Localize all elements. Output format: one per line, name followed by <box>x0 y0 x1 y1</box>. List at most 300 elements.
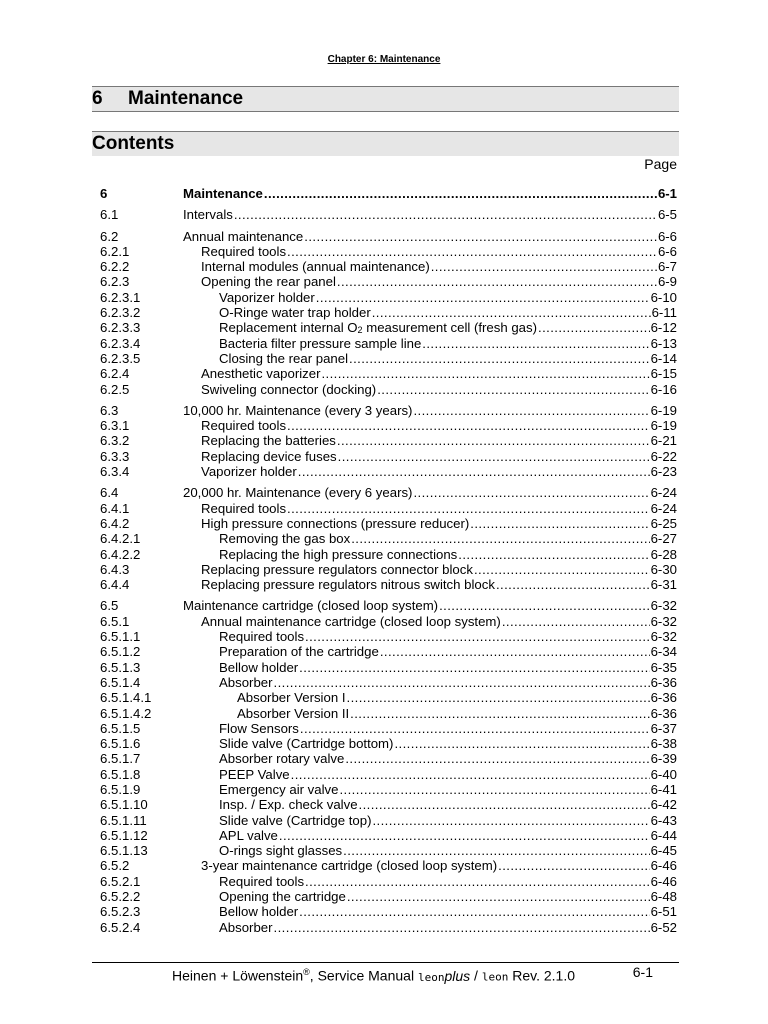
toc-number: 6.5.1.4.1 <box>100 690 152 706</box>
toc-page-number: 6-36 <box>650 674 677 690</box>
toc-page-number: 6-23 <box>650 464 677 480</box>
toc-number: 6.3.1 <box>100 418 130 434</box>
toc-dot-leader <box>291 767 650 782</box>
toc-row <box>100 736 677 751</box>
footer-manual-label: , Service Manual <box>309 967 418 984</box>
toc-row <box>100 614 677 629</box>
toc-page-number: 6-16 <box>650 381 677 397</box>
toc-dot-leader <box>300 721 650 736</box>
toc-number: 6.3.2 <box>100 433 130 449</box>
page-column-label: Page <box>644 156 677 172</box>
toc-row <box>100 547 677 562</box>
toc-page-number: 6-5 <box>657 207 677 223</box>
toc-page-number: 6-41 <box>650 781 677 797</box>
toc-page-number: 6-7 <box>657 259 677 275</box>
toc-dot-leader <box>321 366 649 381</box>
toc-number: 6.5.2 <box>100 858 130 874</box>
chapter-title: Maintenance <box>128 88 244 109</box>
toc-title: O-rings sight glasses <box>219 843 343 859</box>
toc-row <box>100 449 677 464</box>
toc-dot-leader <box>474 562 650 577</box>
toc-title: Absorber <box>219 674 273 690</box>
toc-page-number: 6-24 <box>650 485 677 501</box>
toc-page-number: 6-40 <box>650 766 677 782</box>
toc-title: Preparation of the cartridge <box>219 644 379 660</box>
toc-number: 6.2.3.2 <box>100 305 141 321</box>
toc-entry <box>201 858 677 873</box>
toc-number: 6.2.3.1 <box>100 289 141 305</box>
toc-row <box>100 660 677 675</box>
toc-row <box>100 598 677 613</box>
toc-page-number: 6-34 <box>650 644 677 660</box>
toc-row <box>100 382 677 397</box>
toc-page-number: 6-35 <box>650 659 677 675</box>
toc-page-number: 6-48 <box>650 889 677 905</box>
toc-dot-leader <box>337 274 657 289</box>
toc-entry <box>183 186 677 201</box>
toc-row <box>100 501 677 516</box>
toc-number: 6.5.1.9 <box>100 781 141 797</box>
toc-title: Closing the rear panel <box>219 350 349 366</box>
toc-dot-leader <box>287 418 650 433</box>
toc-page-number: 6-14 <box>650 350 677 366</box>
toc-entry <box>219 290 677 305</box>
toc-dot-leader <box>279 828 650 843</box>
toc-row <box>100 433 677 448</box>
toc-row <box>100 320 677 335</box>
toc-dot-leader <box>350 706 649 721</box>
toc-row <box>100 531 677 546</box>
toc-number: 6 <box>100 186 108 201</box>
toc-number: 6.2.4 <box>100 366 130 382</box>
toc-entry <box>219 782 677 797</box>
toc-title: Required tools <box>201 243 287 259</box>
toc-row <box>100 858 677 873</box>
toc-title: APL valve <box>219 827 278 843</box>
chapter-number: 6 <box>92 88 103 109</box>
toc-row <box>100 577 677 592</box>
toc-page-number: 6-30 <box>650 561 677 577</box>
running-head: Chapter 6: Maintenance <box>327 54 441 65</box>
toc-page-number: 6-22 <box>650 448 677 464</box>
toc-row <box>100 644 677 659</box>
footer-page-number: 6-1 <box>632 964 653 980</box>
toc-page-number: 6-28 <box>650 546 677 562</box>
toc-title: Anesthetic vaporizer <box>201 366 321 382</box>
toc-entry <box>183 403 677 418</box>
toc-dot-leader <box>431 259 657 274</box>
footer-publisher <box>172 963 575 987</box>
toc-row <box>100 920 677 935</box>
toc-number: 6.4.3 <box>100 561 130 577</box>
toc-entry <box>219 920 677 935</box>
toc-number: 6.2.1 <box>100 243 130 259</box>
toc-title: Replacing pressure regulators nitrous switch block <box>201 577 495 593</box>
toc-number: 6.5.1.13 <box>100 843 148 859</box>
toc-row <box>100 485 677 500</box>
footer-separator: / <box>470 967 482 984</box>
toc-page-number: 6-38 <box>650 736 677 752</box>
table-of-contents <box>100 186 677 935</box>
toc-number: 6.4.4 <box>100 577 130 593</box>
toc-title: Removing the gas box <box>219 531 351 547</box>
toc-title: Annual maintenance <box>183 228 304 244</box>
toc-number: 6.5.1.8 <box>100 766 141 782</box>
toc-title: Vaporizer holder <box>201 464 297 480</box>
toc-number: 6.5.2.4 <box>100 919 141 935</box>
toc-dot-leader <box>394 736 649 751</box>
toc-entry <box>219 305 677 320</box>
toc-title: Swiveling connector (docking) <box>201 381 377 397</box>
toc-page-number: 6-36 <box>650 690 677 706</box>
toc-entry <box>219 629 677 644</box>
toc-entry <box>183 229 677 244</box>
contents-heading: Contents <box>92 131 679 156</box>
toc-title: Bacteria filter pressure sample line <box>219 335 422 351</box>
toc-title: Replacing pressure regulators connector block <box>201 561 473 577</box>
toc-number: 6.5.1.2 <box>100 644 141 660</box>
toc-row <box>100 562 677 577</box>
toc-row <box>100 813 677 828</box>
toc-title: Absorber Version II <box>237 705 350 721</box>
toc-title: 10,000 hr. Maintenance (every 3 years) <box>183 402 413 418</box>
toc-dot-leader <box>439 598 650 613</box>
toc-title-part: measurement cell (fresh gas) <box>362 320 537 336</box>
toc-dot-leader <box>413 403 649 418</box>
toc-number: 6.2 <box>100 228 119 244</box>
toc-row <box>100 889 677 904</box>
toc-entry <box>183 598 677 613</box>
toc-entry <box>219 767 677 782</box>
toc-title: 20,000 hr. Maintenance (every 6 years) <box>183 485 413 501</box>
toc-entry <box>201 577 677 592</box>
toc-page-number: 6-45 <box>650 843 677 859</box>
toc-entry <box>219 813 677 828</box>
toc-page-number: 6-32 <box>650 629 677 645</box>
toc-dot-leader <box>413 485 649 500</box>
toc-entry <box>201 614 677 629</box>
toc-row <box>100 721 677 736</box>
toc-entry <box>219 351 677 366</box>
toc-number: 6.5.1.3 <box>100 659 141 675</box>
toc-row <box>100 351 677 366</box>
toc-page-number: 6-13 <box>650 335 677 351</box>
toc-number: 6.4.2.1 <box>100 531 141 547</box>
toc-page-number: 6-52 <box>650 919 677 935</box>
toc-dot-leader <box>538 320 650 335</box>
footer-product-b: leon <box>481 970 509 984</box>
toc-title: Absorber rotary valve <box>219 751 345 767</box>
toc-title: Replacing device fuses <box>201 448 337 464</box>
toc-row <box>100 464 677 479</box>
toc-title: Opening the cartridge <box>219 889 346 905</box>
toc-row <box>100 403 677 418</box>
toc-page-number: 6-39 <box>650 751 677 767</box>
toc-entry <box>201 449 677 464</box>
toc-row <box>100 207 677 222</box>
toc-entry <box>219 843 677 858</box>
toc-dot-leader <box>234 207 657 222</box>
toc-title: Required tools <box>201 500 287 516</box>
toc-number: 6.5.1 <box>100 613 130 629</box>
toc-dot-leader <box>349 351 650 366</box>
toc-title: Maintenance <box>183 186 263 201</box>
toc-number: 6.2.3.5 <box>100 350 141 366</box>
toc-dot-leader <box>343 843 649 858</box>
toc-number: 6.2.3.3 <box>100 320 141 336</box>
toc-title: Internal modules (annual maintenance) <box>201 259 430 275</box>
toc-dot-leader <box>347 690 650 705</box>
toc-title: Vaporizer holder <box>219 289 315 305</box>
toc-page-number: 6-31 <box>650 577 677 593</box>
toc-title: 3-year maintenance cartridge (closed loop system) <box>201 858 498 874</box>
toc-entry <box>219 660 677 675</box>
toc-entry <box>237 690 677 705</box>
toc-dot-leader <box>287 244 657 259</box>
toc-dot-leader <box>337 433 650 448</box>
toc-title: Opening the rear panel <box>201 274 336 290</box>
toc-title: Replacing the high pressure connections <box>219 546 458 562</box>
toc-page-number: 6-46 <box>650 858 677 874</box>
toc-number: 6.5 <box>100 598 119 614</box>
toc-number: 6.4.1 <box>100 500 130 516</box>
toc-entry <box>201 366 677 381</box>
toc-number: 6.4.2.2 <box>100 546 141 562</box>
toc-number: 6.2.3.4 <box>100 335 141 351</box>
toc-page-number: 6-51 <box>650 904 677 920</box>
toc-title: Absorber <box>219 919 273 935</box>
toc-page-number: 6-21 <box>650 433 677 449</box>
toc-row <box>100 629 677 644</box>
toc-page-number: 6-32 <box>650 613 677 629</box>
toc-dot-leader <box>458 547 649 562</box>
toc-page-number: 6-24 <box>650 500 677 516</box>
toc-dot-leader <box>351 531 649 546</box>
toc-title: O-Ringe water trap holder <box>219 305 371 321</box>
toc-dot-leader <box>372 305 651 320</box>
toc-number: 6.2.3 <box>100 274 130 290</box>
toc-entry <box>201 433 677 448</box>
toc-page-number: 6-25 <box>650 515 677 531</box>
toc-row <box>100 516 677 531</box>
toc-title: PEEP Valve <box>219 766 290 782</box>
toc-number: 6.5.1.6 <box>100 736 141 752</box>
toc-entry <box>219 336 677 351</box>
toc-title: Flow Sensors <box>219 720 299 736</box>
toc-entry <box>219 751 677 766</box>
toc-title: Required tools <box>201 418 287 434</box>
toc-row <box>100 259 677 274</box>
toc-title: Intervals <box>183 207 233 223</box>
toc-number: 6.3 <box>100 402 119 418</box>
toc-entry <box>201 418 677 433</box>
toc-number: 6.5.1.4.2 <box>100 705 152 721</box>
toc-entry <box>219 874 677 889</box>
footer-revision: Rev. 2.1.0 <box>508 967 575 984</box>
toc-dot-leader <box>347 889 650 904</box>
toc-row <box>100 186 677 201</box>
toc-dot-leader <box>299 904 649 919</box>
toc-title: Maintenance cartridge (closed loop system) <box>183 598 439 614</box>
toc-row <box>100 843 677 858</box>
toc-row <box>100 767 677 782</box>
toc-dot-leader <box>502 614 650 629</box>
toc-title: Insp. / Exp. check valve <box>219 797 358 813</box>
toc-title: Emergency air valve <box>219 781 339 797</box>
toc-row <box>100 244 677 259</box>
toc-title-part: Replacement internal O <box>219 320 358 336</box>
toc-page-number: 6-36 <box>650 705 677 721</box>
toc-row <box>100 366 677 381</box>
toc-entry <box>201 274 677 289</box>
toc-row <box>100 305 677 320</box>
toc-number: 6.5.1.12 <box>100 827 148 843</box>
toc-page-number: 6-9 <box>657 274 677 290</box>
toc-title: Replacing the batteries <box>201 433 336 449</box>
toc-entry <box>219 736 677 751</box>
toc-title: Required tools <box>219 629 305 645</box>
toc-page-number: 6-37 <box>650 720 677 736</box>
toc-number: 6.5.2.2 <box>100 889 141 905</box>
toc-page-number: 6-6 <box>657 228 677 244</box>
toc-title-subscript: 2 <box>357 325 363 336</box>
toc-dot-leader <box>470 516 649 531</box>
toc-row <box>100 336 677 351</box>
toc-page-number: 6-11 <box>651 305 677 321</box>
toc-entry <box>183 485 677 500</box>
toc-dot-leader <box>339 782 649 797</box>
toc-page-number: 6-19 <box>650 418 677 434</box>
toc-entry <box>201 516 677 531</box>
toc-page-number: 6-15 <box>650 366 677 382</box>
toc-entry <box>201 464 677 479</box>
toc-row <box>100 274 677 289</box>
toc-dot-leader <box>298 464 650 479</box>
toc-row <box>100 418 677 433</box>
toc-page-number: 6-10 <box>650 289 677 305</box>
toc-dot-leader <box>372 813 649 828</box>
toc-entry <box>219 828 677 843</box>
toc-entry <box>219 547 677 562</box>
toc-number: 6.4.2 <box>100 515 130 531</box>
toc-page-number: 6-46 <box>650 873 677 889</box>
toc-dot-leader <box>338 449 650 464</box>
toc-dot-leader <box>316 290 650 305</box>
toc-number: 6.2.2 <box>100 259 130 275</box>
toc-row <box>100 675 677 690</box>
footer-product-a <box>417 967 471 984</box>
registered-mark: ® <box>303 967 310 977</box>
toc-entry <box>219 721 677 736</box>
toc-title: Absorber Version I <box>237 690 346 706</box>
toc-dot-leader <box>304 229 657 244</box>
toc-entry <box>183 207 677 222</box>
toc-page-number: 6-19 <box>650 402 677 418</box>
toc-entry <box>219 889 677 904</box>
toc-number: 6.5.1.4 <box>100 674 141 690</box>
toc-page-number: 6-44 <box>650 827 677 843</box>
toc-number: 6.2.5 <box>100 381 130 397</box>
toc-row <box>100 904 677 919</box>
toc-number: 6.3.4 <box>100 464 130 480</box>
toc-page-number: 6-32 <box>650 598 677 614</box>
toc-number: 6.3.3 <box>100 448 130 464</box>
toc-entry <box>219 675 677 690</box>
toc-number: 6.5.1.10 <box>100 797 148 813</box>
toc-entry <box>201 382 677 397</box>
toc-entry <box>219 531 677 546</box>
toc-title: High pressure connections (pressure reducer) <box>201 515 470 531</box>
page-footer <box>92 963 679 984</box>
toc-row <box>100 782 677 797</box>
toc-title: Bellow holder <box>219 904 299 920</box>
toc-entry <box>201 562 677 577</box>
toc-number: 6.4 <box>100 485 119 501</box>
toc-dot-leader <box>496 577 650 592</box>
toc-number: 6.5.1.5 <box>100 720 141 736</box>
chapter-heading <box>92 86 679 112</box>
toc-number: 6.5.1.11 <box>100 812 147 828</box>
toc-dot-leader <box>299 660 649 675</box>
toc-entry <box>219 904 677 919</box>
toc-row <box>100 690 677 705</box>
product-a-suffix: plus <box>444 967 471 984</box>
toc-dot-leader <box>287 501 650 516</box>
toc-number: 6.5.2.3 <box>100 904 141 920</box>
toc-row <box>100 751 677 766</box>
toc-title: Slide valve (Cartridge bottom) <box>219 736 394 752</box>
toc-dot-leader <box>274 675 650 690</box>
toc-dot-leader <box>380 644 650 659</box>
toc-dot-leader <box>359 797 650 812</box>
product-a-prefix: leon <box>417 970 445 984</box>
toc-page-number: 6-43 <box>650 812 677 828</box>
toc-number: 6.5.1.1 <box>100 629 141 645</box>
toc-row <box>100 290 677 305</box>
toc-dot-leader <box>305 629 650 644</box>
toc-number: 6.5.2.1 <box>100 873 141 889</box>
footer-manufacturer: Heinen + Löwenstein <box>172 967 304 984</box>
toc-dot-leader <box>422 336 649 351</box>
toc-page-number: 6-27 <box>650 531 677 547</box>
toc-page-number: 6-6 <box>657 243 677 259</box>
toc-dot-leader <box>274 920 650 935</box>
toc-title: Bellow holder <box>219 659 299 675</box>
toc-page-number: 6-1 <box>657 186 677 201</box>
toc-row <box>100 229 677 244</box>
toc-page-number: 6-12 <box>650 320 677 336</box>
toc-dot-leader <box>264 186 657 201</box>
toc-dot-leader <box>345 751 649 766</box>
toc-entry <box>219 644 677 659</box>
toc-dot-leader <box>305 874 650 889</box>
toc-row <box>100 706 677 721</box>
toc-row <box>100 797 677 812</box>
toc-title: Annual maintenance cartridge (closed loop system) <box>201 613 501 629</box>
toc-title: Slide valve (Cartridge top) <box>219 812 372 828</box>
toc-entry <box>219 797 677 812</box>
toc-title: Required tools <box>219 873 305 889</box>
toc-title <box>219 320 537 335</box>
toc-entry <box>201 244 677 259</box>
toc-dot-leader <box>377 382 649 397</box>
toc-dot-leader <box>498 858 649 873</box>
toc-row <box>100 828 677 843</box>
toc-number: 6.1 <box>100 207 119 223</box>
toc-entry <box>201 259 677 274</box>
toc-entry <box>219 320 677 335</box>
toc-entry <box>237 706 677 721</box>
